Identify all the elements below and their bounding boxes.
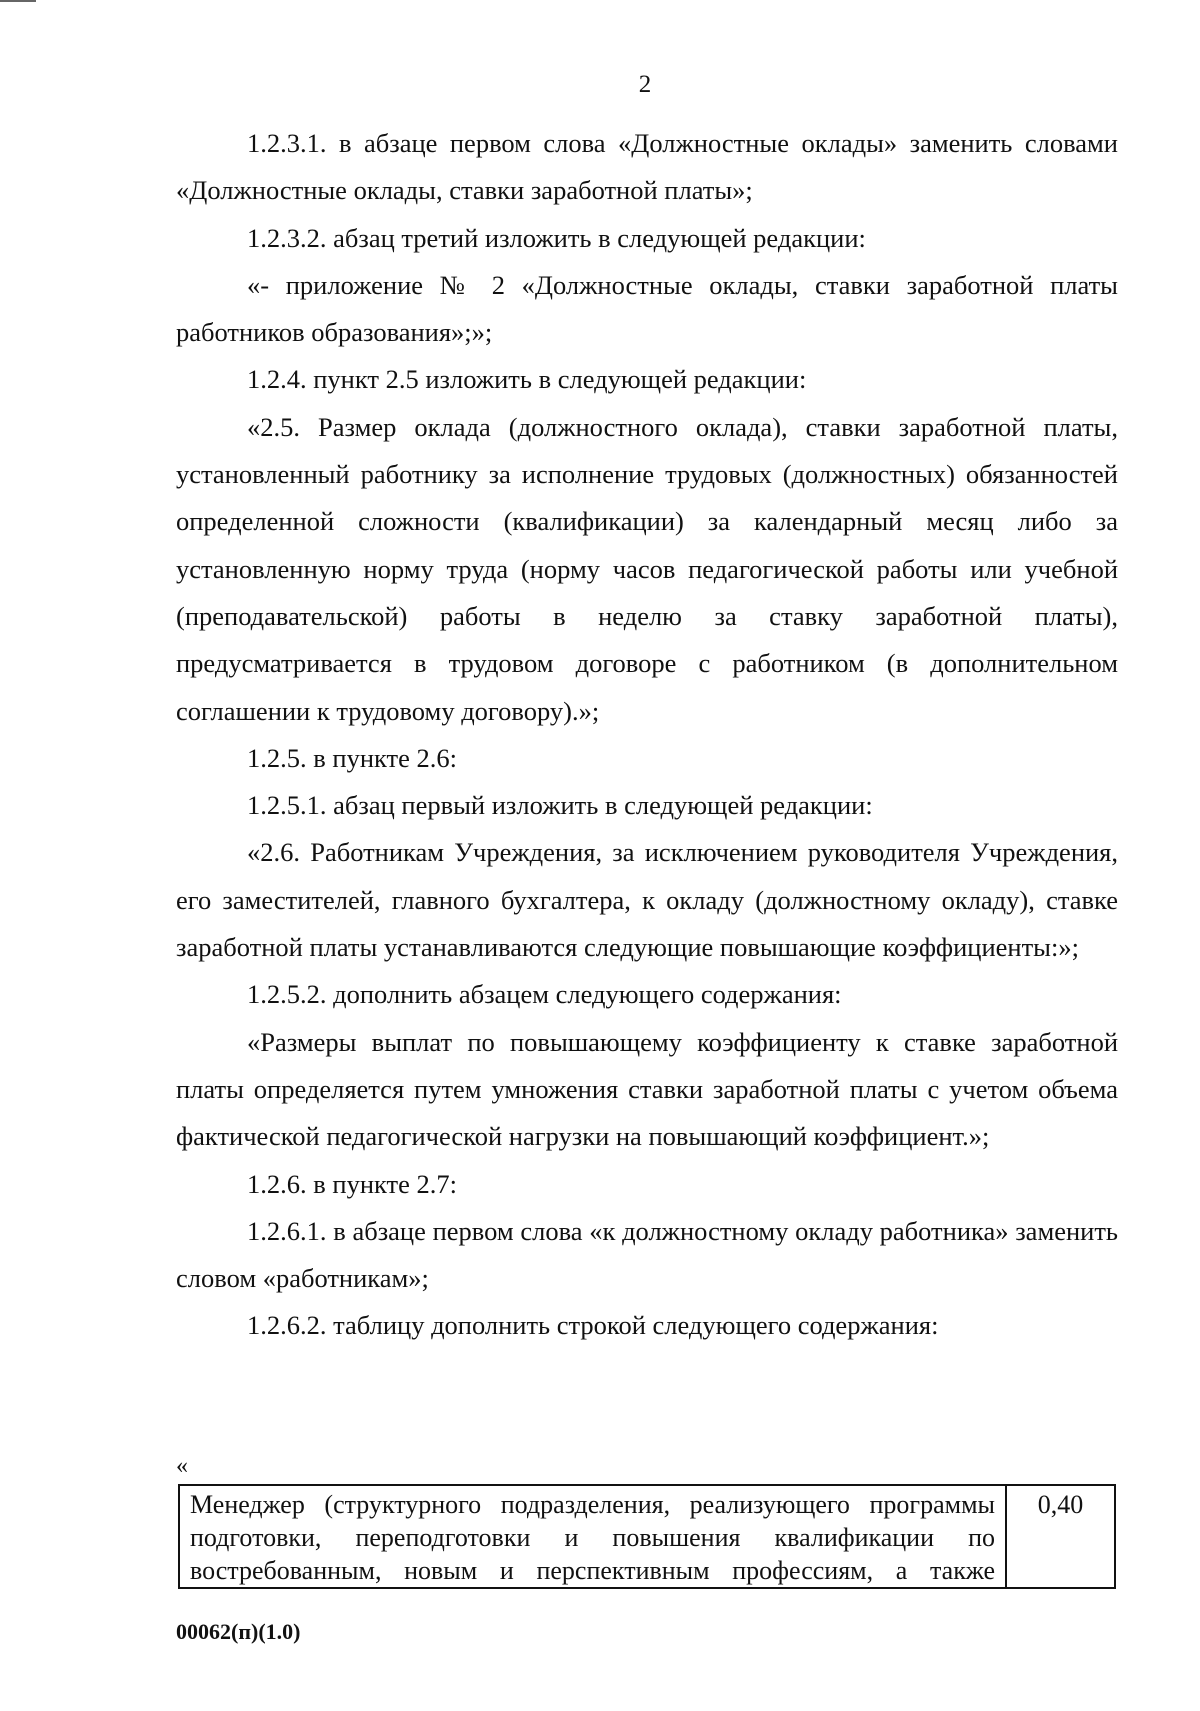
document-code: 00062(п)(1.0) [176, 1619, 301, 1644]
coefficient-cell: 0,40 [1006, 1485, 1115, 1588]
paragraph-1-2-6-2: 1.2.6.2. таблицу дополнить строкой следующего содержания: [247, 1310, 939, 1341]
page-number: 2 [638, 71, 652, 98]
paragraph-appendix-2: «- приложение № 2 «Должностные оклады, ставки заработной платы работников образования»;»; [176, 269, 1118, 348]
document-body [176, 120, 1118, 1350]
position-cell: Менеджер (структурного подразделения, реализующего программы подготовки, переподготовки и повышения квалификации по востребованным, новым и перспективным профессиям, а также [179, 1485, 1006, 1588]
paragraph-1-2-6-1: 1.2.6.1. в абзаце первом слова «к должностному окладу работника» заменить словом «работникам»; [176, 1215, 1118, 1294]
opening-quote-mark: « [176, 1453, 188, 1479]
paragraph-2-6-text: «2.6. Работникам Учреждения, за исключением руководителя Учреждения, его заместителей, главного бухгалтера, к окладу (должностному окладу), ставке заработной платы устанавливаются следующие повышающие коэффициенты:»; [176, 837, 1118, 963]
paragraph-2-5-text: «2.5. Размер оклада (должностного оклада), ставки заработной платы, установленный работнику за исполнение трудовых (должностных) обязанностей определенной сложности (квалификации) за календарный месяц либо за установленную норму труда (норму часов педагогической работы или учебной (преподавательской) работы в неделю за ставку заработной платы), предусматривается в трудовом договоре с работником (в дополнительном соглашении к трудовому договору).»; [176, 411, 1118, 726]
paragraph-1-2-3-1: 1.2.3.1. в абзаце первом слова «Должностные оклады» заменить словами «Должностные оклады, ставки заработной платы»; [176, 128, 1118, 206]
paragraph-1-2-6: 1.2.6. в пункте 2.7: [247, 1168, 457, 1199]
paragraph-payments-text: «Размеры выплат по повышающему коэффициенту к ставке заработной платы определяется путем умножения ставки заработной платы с учетом объема фактической педагогической нагрузки на повышающий коэффициент.»; [176, 1026, 1118, 1152]
paragraph-1-2-5-1: 1.2.5.1. абзац первый изложить в следующей редакции: [247, 790, 873, 821]
table-row [179, 1485, 1115, 1588]
paragraph-1-2-5-2: 1.2.5.2. дополнить абзацем следующего содержания: [247, 979, 842, 1010]
coefficient-table [178, 1484, 1116, 1589]
paragraph-1-2-4: 1.2.4. пункт 2.5 изложить в следующей редакции: [247, 364, 807, 395]
scan-edge-line [0, 0, 36, 2]
paragraph-1-2-3-2: 1.2.3.2. абзац третий изложить в следующей редакции: [247, 222, 866, 253]
paragraph-1-2-5: 1.2.5. в пункте 2.6: [247, 742, 457, 773]
